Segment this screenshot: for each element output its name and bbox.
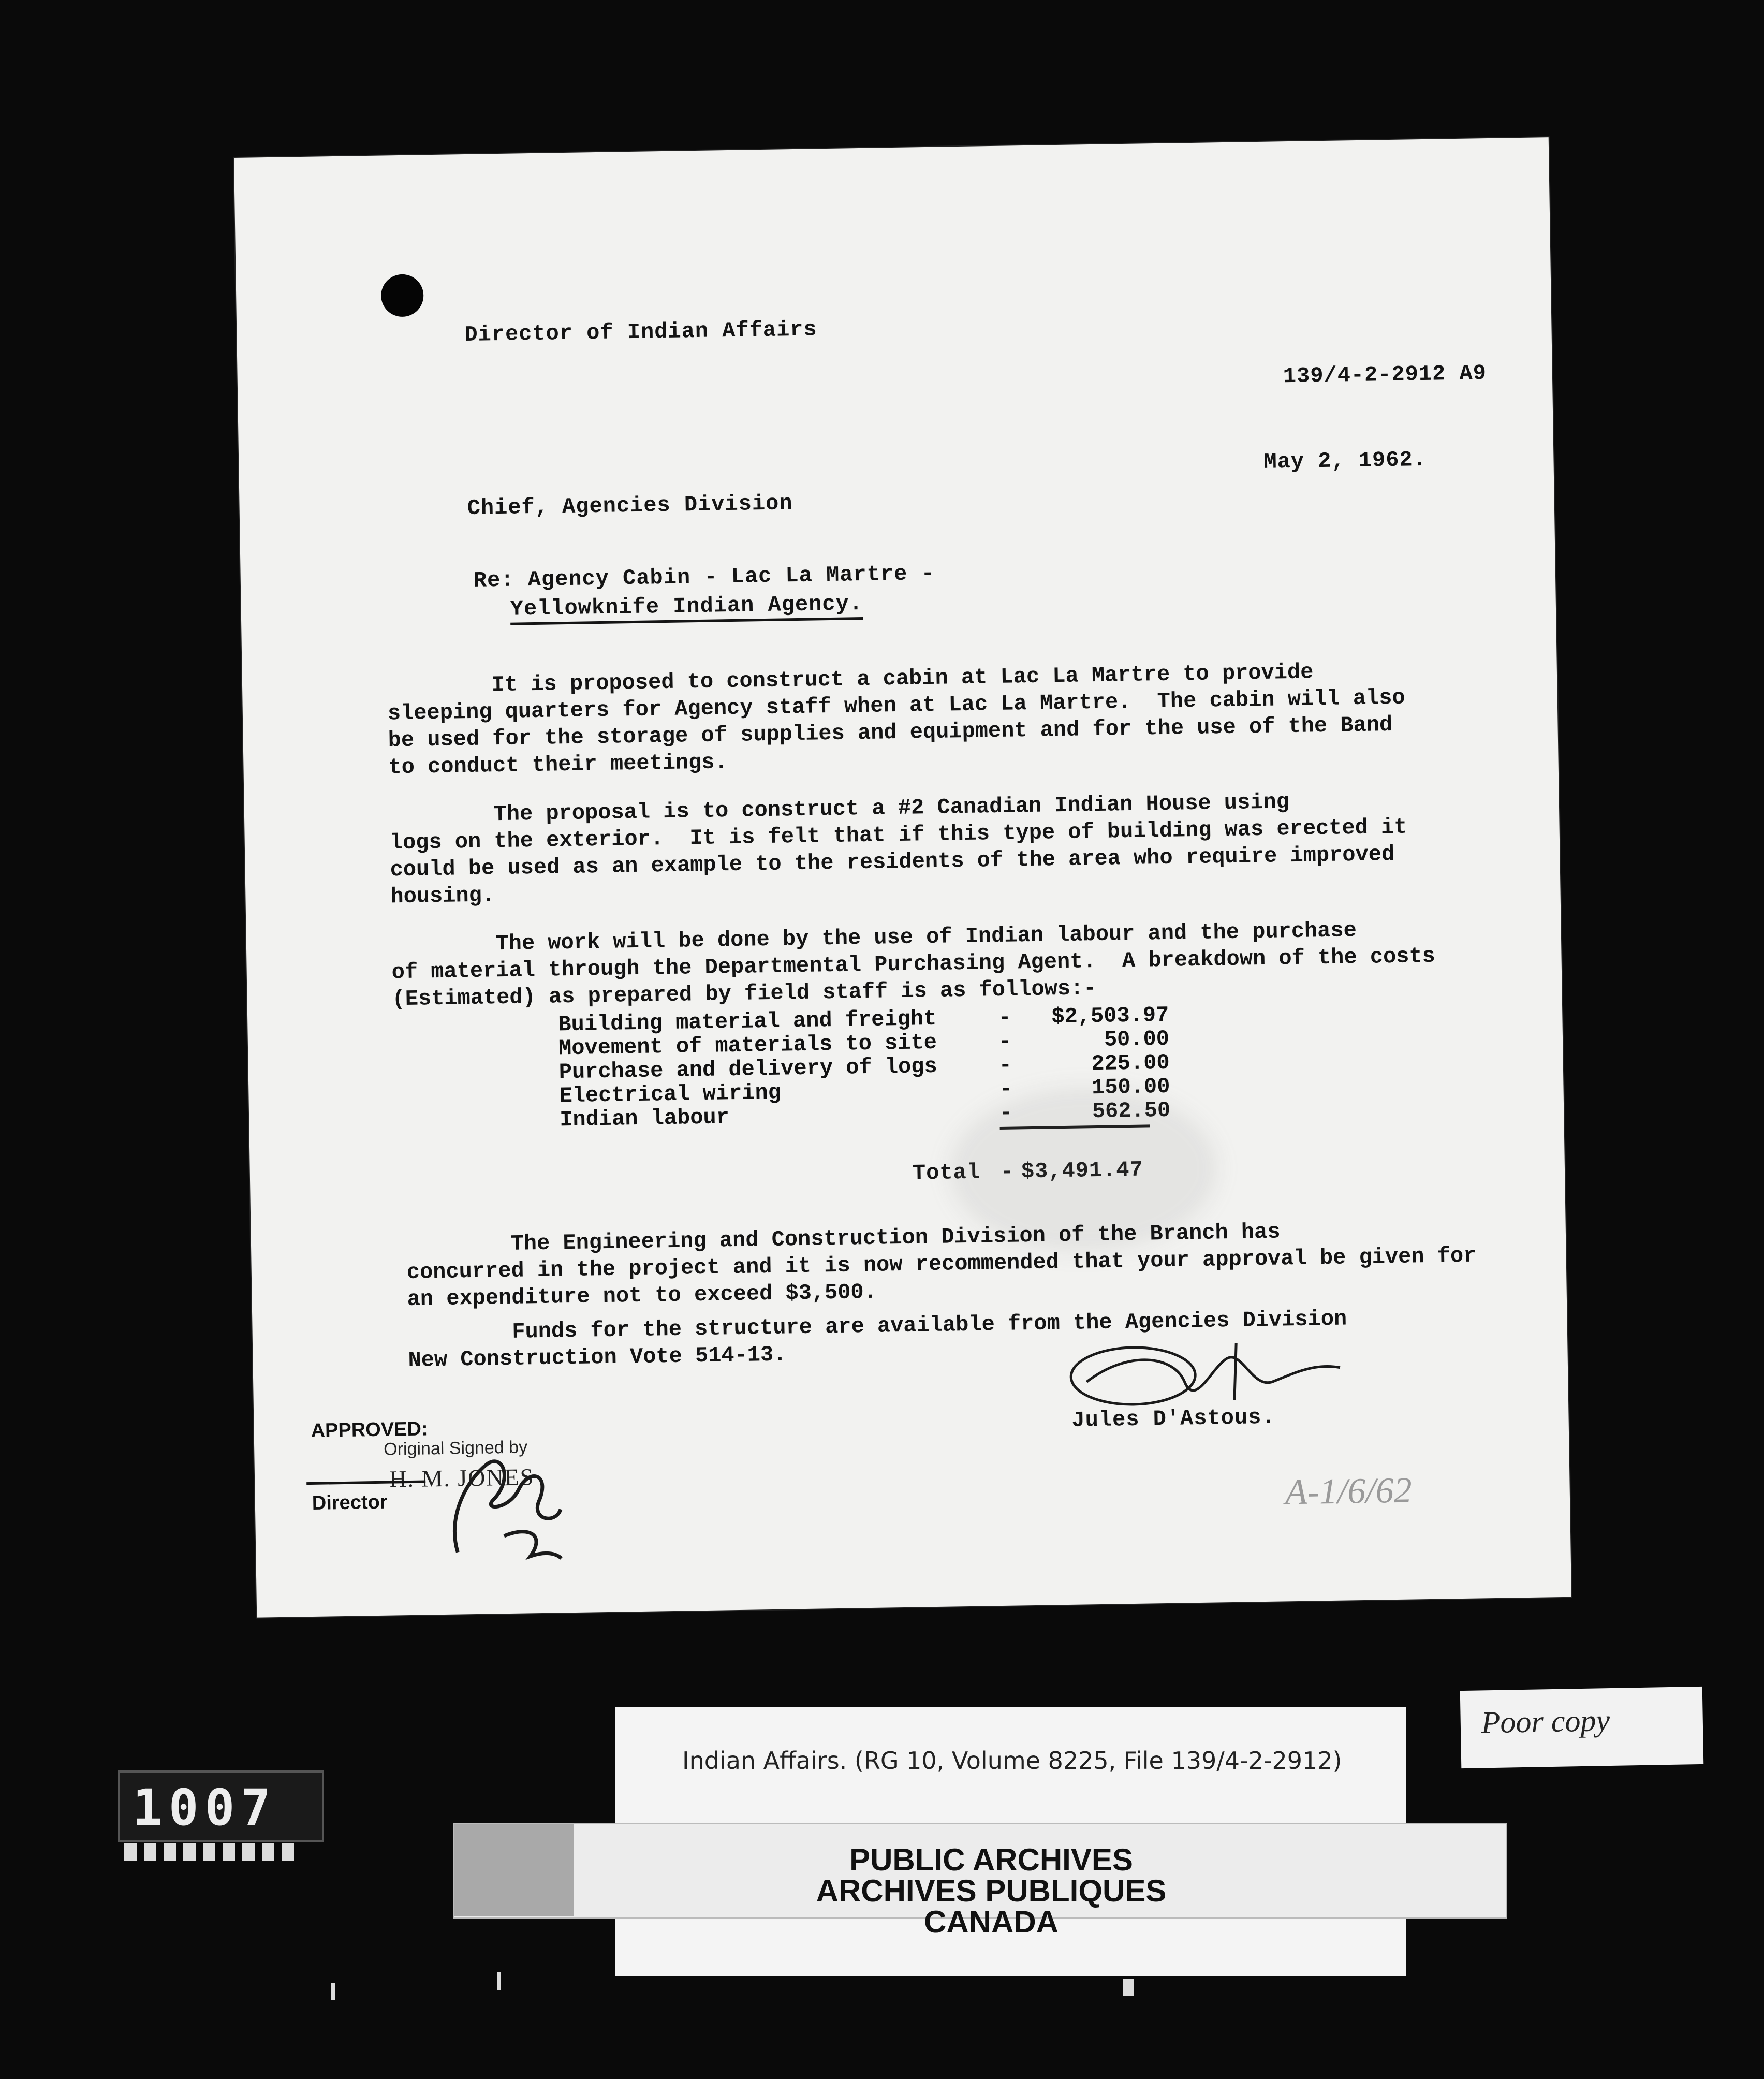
letter-page (234, 137, 1571, 1618)
frame-counter (118, 1770, 324, 1842)
archive-line-3: CANADA (924, 1905, 1059, 1939)
cost-dash: - (999, 1100, 1013, 1125)
approver-title: Director (312, 1491, 388, 1514)
cost-amount: 225.00 (1091, 1050, 1170, 1077)
cost-amount: $2,503.97 (1051, 1002, 1169, 1030)
paragraph-2: The proposal is to construct a #2 Canadian Indian House using logs on the exterior. It is felt that if this type of building was erected it could be used as an example to the residents of the area who require improved housing. (389, 789, 1407, 910)
handwritten-date: A-1/6/62 (1285, 1470, 1413, 1513)
cost-row (559, 1074, 1170, 1109)
total-amount: $3,491.47 (1021, 1157, 1144, 1184)
archive-line-1: PUBLIC ARCHIVES (849, 1842, 1133, 1877)
poor-copy-text: Poor copy (1481, 1703, 1610, 1740)
cost-amount: 150.00 (1091, 1074, 1170, 1101)
cost-row (558, 1026, 1170, 1061)
paragraph-4: The Engineering and Construction Division of the Branch has concurred in the project and it is now recommended that your approval be given for an expenditure not to exceed $3,500. (406, 1219, 1477, 1312)
cost-label: Indian labour (559, 1105, 730, 1133)
cost-amount: 50.00 (1104, 1026, 1170, 1052)
film-mark (1123, 1979, 1134, 1996)
cost-amount: 562.50 (1092, 1097, 1171, 1124)
cost-label: Movement of materials to site (558, 1030, 937, 1061)
cost-dash: - (999, 1076, 1013, 1102)
cost-label: Purchase and delivery of logs (558, 1053, 938, 1085)
cost-label: Electrical wiring (559, 1080, 782, 1109)
cost-row (558, 1050, 1170, 1085)
paragraph-5: Funds for the structure are available from the Agencies Division New Construction Vote 514-13. (407, 1306, 1347, 1373)
film-sprockets (124, 1843, 311, 1862)
archive-citation: Indian Affairs. (RG 10, Volume 8225, File 139/4-2-2912) (682, 1747, 1342, 1775)
cost-dash: - (998, 1029, 1012, 1055)
subject-line-1: Re: Agency Cabin - Lac La Martre - (473, 561, 935, 593)
film-mark (497, 1972, 501, 1990)
file-reference: 139/4-2-2912 A9 (1283, 361, 1487, 389)
original-signed-label: Original Signed by (383, 1437, 528, 1459)
letter-date: May 2, 1962. (1263, 447, 1427, 475)
film-mark (331, 1983, 335, 2000)
approver-initials (425, 1431, 572, 1568)
total-label: Total (912, 1160, 981, 1186)
cost-breakdown (558, 1002, 1171, 1133)
signatory-name: Jules D'Astous. (1071, 1404, 1275, 1433)
cost-dash: - (998, 1052, 1012, 1078)
paragraph-1: It is proposed to construct a cabin at Lac La Martre to provide sleeping quarters for Agency staff when at Lac La Martre. The cabin will also be used for the storage of supplies and equipment and for the use of the Band to conduct their meetings. (387, 660, 1405, 780)
archive-line-2: ARCHIVES PUBLIQUES (816, 1873, 1167, 1908)
poor-copy-tag (1460, 1687, 1704, 1768)
stain (454, 1824, 574, 1916)
paragraph-3: The work will be done by the use of Indian labour and the purchase of material through the Departmental Purchasing Agent. A breakdown of the costs (Estimated) as prepared by field staff is as follows:- (391, 918, 1436, 1012)
subject-line-2: Yellowknife Indian Agency. (510, 591, 863, 625)
approved-label: APPROVED: (311, 1418, 428, 1442)
sender-line: Chief, Agencies Division (467, 491, 793, 521)
approver-name: H. M. JONES (389, 1463, 535, 1492)
punch-hole (381, 274, 424, 317)
cost-dash: - (997, 1005, 1011, 1031)
frame-number: 1007 (133, 1779, 277, 1837)
total-dash: - (1000, 1159, 1015, 1184)
cost-label: Building material and freight (558, 1006, 937, 1037)
addressee: Director of Indian Affairs (464, 317, 818, 348)
